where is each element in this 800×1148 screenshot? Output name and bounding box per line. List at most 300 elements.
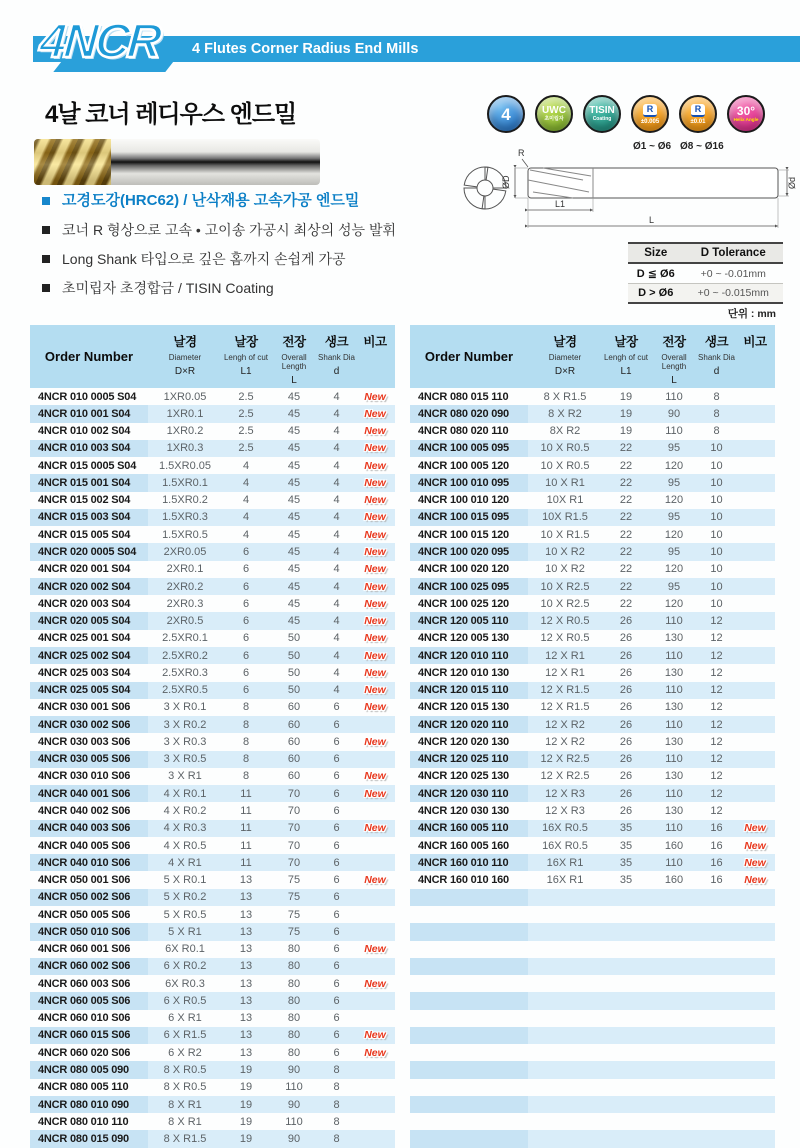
diameter-cell: 2XR0.1 <box>166 563 204 576</box>
shank-dia-cell: 8 <box>333 1098 340 1111</box>
shank-dia-cell: 12 <box>710 666 723 679</box>
overall-length-cell: 60 <box>287 701 301 714</box>
length-of-cut-cell: 22 <box>619 442 633 455</box>
length-of-cut-cell: 8 <box>242 718 250 731</box>
spec-row <box>410 388 775 405</box>
new-badge: New <box>364 1046 386 1059</box>
spec-row <box>410 405 775 422</box>
spec-row <box>410 457 775 474</box>
diameter-cell: 12 X R1.5 <box>540 684 590 697</box>
length-of-cut-cell: 26 <box>619 666 633 679</box>
spec-row <box>410 647 775 664</box>
length-of-cut-cell: 22 <box>619 580 633 593</box>
new-badge <box>735 561 775 578</box>
shank-dia-cell: 6 <box>333 1012 340 1025</box>
new-badge: New <box>364 822 386 835</box>
order-number-cell: 4NCR 100 020 120 <box>418 563 509 576</box>
diameter-cell: 12 X R2.5 <box>540 770 590 783</box>
length-of-cut-cell: 22 <box>619 459 633 472</box>
spec-row <box>410 440 775 457</box>
order-number-cell <box>410 906 528 923</box>
order-number-cell <box>410 1130 528 1147</box>
new-badge <box>355 802 395 819</box>
overall-length-cell: 75 <box>287 925 301 938</box>
shank-dia-cell: 10 <box>710 580 723 593</box>
new-badge: New <box>744 874 766 887</box>
diameter-cell <box>528 1079 602 1096</box>
spec-table-body <box>410 388 775 1148</box>
order-number-cell: 4NCR 080 015 090 <box>30 1130 148 1147</box>
diameter-cell: 10 X R2 <box>545 563 585 576</box>
new-badge <box>735 492 775 509</box>
new-badge <box>355 906 395 923</box>
overall-length-cell <box>650 992 698 1009</box>
order-number-cell: 4NCR 120 015 110 <box>410 682 528 699</box>
shank-dia-cell: 6 <box>333 701 340 714</box>
order-number-cell: 4NCR 160 005 110 <box>410 820 528 837</box>
coating-badge <box>583 95 621 133</box>
radius-tolerance-small-value: ±0.005 <box>640 118 660 125</box>
spec-row <box>30 768 395 785</box>
diameter-cell: 1.5XR0.1 <box>162 476 208 489</box>
new-badge <box>735 682 775 699</box>
diameter-cell: 4 X R1 <box>168 856 202 869</box>
feature-item <box>40 250 480 268</box>
column-header-diameter: 날경 Diameter D×R <box>168 335 202 377</box>
order-number-cell: 4NCR 030 010 S06 <box>38 770 131 783</box>
overall-length-cell: 110 <box>665 718 683 731</box>
order-number-cell: 4NCR 080 005 090 <box>30 1061 148 1078</box>
shank-dia-cell: 16 <box>710 874 723 887</box>
diameter-cell: 6 X R2 <box>168 1046 202 1059</box>
length-of-cut-cell: 26 <box>619 735 633 748</box>
new-badge <box>355 1061 395 1078</box>
diameter-cell <box>528 1113 602 1130</box>
order-number-cell <box>410 1044 528 1061</box>
new-badge <box>735 595 775 612</box>
flutes-count-label: 4 <box>501 104 511 124</box>
shank-dia-cell: 10 <box>710 511 723 524</box>
shank-dia-cell <box>698 1113 735 1130</box>
length-of-cut-cell: 22 <box>619 546 633 559</box>
column-header-remarks: 비고 <box>363 335 387 349</box>
shank-dia-cell: 12 <box>710 649 723 662</box>
length-of-cut-cell <box>602 889 650 906</box>
diameter-cell: 8 X R1.5 <box>163 1133 207 1146</box>
length-of-cut-cell <box>602 1044 650 1061</box>
overall-length-cell: 70 <box>287 839 301 852</box>
spec-row <box>30 837 395 854</box>
order-number-cell: 4NCR 040 005 S06 <box>38 839 131 852</box>
diameter-cell <box>528 992 602 1009</box>
length-of-cut-cell <box>602 975 650 992</box>
tolerance-table <box>628 242 783 304</box>
overall-length-cell <box>650 1061 698 1078</box>
order-number-cell: 4NCR 030 001 S06 <box>38 701 131 714</box>
spec-row <box>30 906 395 923</box>
new-badge <box>735 923 775 940</box>
diameter-cell: 12 X R2 <box>545 718 585 731</box>
shank-dia-cell: 8 <box>333 1063 340 1076</box>
order-number-cell: 4NCR 015 001 S04 <box>30 474 148 491</box>
diameter-cell: 1XR0.2 <box>166 425 204 438</box>
length-of-cut-cell: 4 <box>242 511 250 524</box>
new-badge <box>735 405 775 422</box>
shank-dia-cell <box>698 1096 735 1113</box>
order-number-cell: 4NCR 015 003 S04 <box>30 509 148 526</box>
spec-row <box>30 526 395 543</box>
diameter-cell: 2XR0.3 <box>166 597 204 610</box>
unit-note: 단위 : mm <box>727 308 776 320</box>
diameter-cell: 6 X R1 <box>168 1012 202 1025</box>
order-number-cell: 4NCR 080 010 110 <box>38 1115 129 1128</box>
shank-dia-cell: 12 <box>710 753 723 766</box>
length-of-cut-cell: 8 <box>242 770 250 783</box>
overall-length-cell: 75 <box>287 874 301 887</box>
shank-dia-cell: 4 <box>333 597 340 610</box>
shank-dia-cell: 4 <box>333 632 340 645</box>
length-of-cut-cell: 8 <box>242 701 250 714</box>
length-of-cut-cell: 26 <box>619 649 633 662</box>
radius-tolerance-badge-large <box>679 95 717 133</box>
tolerance-row <box>628 263 783 284</box>
spec-row <box>30 1079 395 1096</box>
shank-dia-cell: 12 <box>710 770 723 783</box>
order-number-cell: 4NCR 100 025 095 <box>410 578 528 595</box>
length-of-cut-cell: 11 <box>240 839 252 852</box>
spec-row <box>30 923 395 940</box>
shank-dia-cell <box>698 958 735 975</box>
order-number-cell: 4NCR 120 025 130 <box>418 770 509 783</box>
new-badge <box>735 509 775 526</box>
diameter-cell: 8 X R1 <box>168 1098 202 1111</box>
shank-dia-cell: 4 <box>333 563 340 576</box>
new-badge <box>735 474 775 491</box>
spec-row <box>30 492 395 509</box>
new-badge <box>355 751 395 768</box>
new-badge: New <box>364 615 386 628</box>
shank-dia-cell <box>698 941 735 958</box>
new-badge <box>355 1096 395 1113</box>
spec-row <box>410 630 775 647</box>
spec-row <box>410 716 775 733</box>
shank-dia-cell: 6 <box>333 839 340 852</box>
new-badge <box>735 802 775 819</box>
length-of-cut-cell <box>602 1130 650 1147</box>
overall-length-cell: 130 <box>664 701 684 714</box>
diameter-cell: 3 X R0.5 <box>163 753 207 766</box>
diameter-cell: 8 X R2 <box>548 407 582 420</box>
shank-dia-cell: 6 <box>333 943 340 956</box>
new-badge: New <box>364 735 386 748</box>
overall-length-cell: 130 <box>664 735 684 748</box>
new-badge <box>355 1010 395 1027</box>
overall-length-cell: 110 <box>665 649 683 662</box>
length-of-cut-cell <box>602 1096 650 1113</box>
diameter-cell <box>528 889 602 906</box>
order-number-cell: 4NCR 060 002 S06 <box>30 958 148 975</box>
shank-dia-cell: 10 <box>710 476 723 489</box>
diameter-cell: 12 X R3 <box>545 787 585 800</box>
spec-row-empty <box>410 906 775 923</box>
length-of-cut-cell <box>602 923 650 940</box>
shank-dia-cell <box>698 889 735 906</box>
spec-row <box>410 733 775 750</box>
diameter-cell: 16X R1 <box>546 874 584 887</box>
diameter-cell: 2.5XR0.5 <box>162 684 208 697</box>
overall-length-cell <box>650 889 698 906</box>
diameter-cell: 12 X R1.5 <box>540 701 590 714</box>
spec-row <box>30 1044 395 1061</box>
length-of-cut-cell: 26 <box>619 753 633 766</box>
length-of-cut-cell: 13 <box>239 925 253 938</box>
shank-dia-cell <box>698 975 735 992</box>
order-number-cell: 4NCR 060 005 S06 <box>30 992 148 1009</box>
spec-row <box>30 1113 395 1130</box>
new-badge: New <box>364 546 386 559</box>
spec-row <box>410 543 775 560</box>
overall-length-cell: 120 <box>664 528 684 541</box>
shank-dia-cell <box>698 1044 735 1061</box>
spec-table-right <box>410 325 775 1148</box>
shank-dia-cell: 8 <box>713 407 720 420</box>
tolerance-size: D ≦ Ø6 <box>628 263 684 284</box>
overall-length-cell: 45 <box>287 580 301 593</box>
new-badge <box>735 526 775 543</box>
length-of-cut-cell: 13 <box>239 908 253 921</box>
length-of-cut-cell: 26 <box>619 805 633 817</box>
length-of-cut-cell: 19 <box>619 407 633 420</box>
shank-dia-cell: 8 <box>333 1115 340 1128</box>
diameter-cell: 3 X R0.3 <box>163 735 207 748</box>
new-badge <box>735 647 775 664</box>
spec-row <box>30 1027 395 1044</box>
endmill-photo-shank <box>111 139 320 185</box>
shank-dia-cell: 16 <box>710 856 723 869</box>
length-of-cut-cell: 2.5 <box>238 442 254 455</box>
bullet-marker <box>42 197 50 205</box>
length-of-cut-cell: 4 <box>242 459 250 472</box>
new-badge <box>735 1010 775 1027</box>
feature-text: Long Shank 타입으로 깊은 홈까지 손쉽게 가공 <box>62 251 346 267</box>
new-badge <box>735 543 775 560</box>
shank-dia-cell: 12 <box>710 615 723 628</box>
order-number-cell: 4NCR 080 010 090 <box>30 1096 148 1113</box>
order-number-cell: 4NCR 060 001 S06 <box>38 943 131 956</box>
new-badge <box>735 1130 775 1147</box>
shank-dia-cell: 4 <box>333 546 340 559</box>
diameter-cell: 1.5XR0.3 <box>162 511 208 524</box>
order-number-cell <box>410 1113 528 1130</box>
length-of-cut-cell: 19 <box>239 1115 253 1128</box>
endmill-photo-flutes <box>34 139 111 185</box>
bullet-marker <box>42 226 50 234</box>
shank-dia-cell: 6 <box>333 891 340 904</box>
spec-row <box>30 630 395 647</box>
diameter-cell: 10 X R1.5 <box>540 528 590 541</box>
new-badge <box>355 1079 395 1096</box>
dim-label-r: R <box>518 148 525 158</box>
spec-row <box>30 647 395 664</box>
overall-length-cell <box>650 1010 698 1027</box>
shank-dia-cell: 6 <box>333 925 340 938</box>
length-of-cut-cell: 26 <box>619 701 633 714</box>
shank-dia-cell: 6 <box>333 805 340 817</box>
overall-length-cell: 45 <box>287 425 301 438</box>
shank-dia-cell: 12 <box>710 684 723 697</box>
new-badge <box>355 1130 395 1147</box>
diameter-cell: 2XR0.5 <box>166 615 204 628</box>
order-number-cell <box>410 941 528 958</box>
order-number-cell: 4NCR 120 010 130 <box>418 666 509 679</box>
length-of-cut-cell: 35 <box>619 839 633 852</box>
tolerance-header-size: Size <box>628 243 684 263</box>
spec-row <box>410 837 775 854</box>
order-number-cell <box>410 1010 528 1027</box>
diameter-cell: 6 X R0.2 <box>163 960 207 973</box>
overall-length-cell: 130 <box>664 666 684 679</box>
diameter-cell: 2.5XR0.1 <box>162 632 208 645</box>
spec-badges <box>487 95 765 133</box>
length-of-cut-cell: 26 <box>619 718 633 731</box>
diameter-cell: 6X R0.3 <box>165 977 205 990</box>
length-of-cut-cell: 22 <box>619 597 633 610</box>
feature-text: 초미립자 초경합금 / TISIN Coating <box>62 280 274 296</box>
length-of-cut-cell <box>602 1113 650 1130</box>
diameter-cell: 12 X R0.5 <box>540 615 590 628</box>
overall-length-cell: 95 <box>667 546 681 559</box>
shank-dia-cell: 10 <box>710 563 723 576</box>
spec-row <box>30 802 395 819</box>
spec-row <box>30 889 395 906</box>
length-of-cut-cell: 2.5 <box>238 425 254 438</box>
length-of-cut-cell: 22 <box>619 494 633 507</box>
diameter-cell: 10 X R0.5 <box>540 459 590 472</box>
overall-length-cell: 45 <box>287 528 301 541</box>
spec-row <box>30 509 395 526</box>
new-badge <box>735 733 775 750</box>
overall-length-cell: 50 <box>287 632 301 645</box>
order-number-cell: 4NCR 050 001 S06 <box>38 874 131 887</box>
new-badge: New <box>364 442 386 455</box>
order-number-cell: 4NCR 020 003 S04 <box>38 597 131 610</box>
overall-length-cell: 45 <box>287 390 301 403</box>
order-number-cell: 4NCR 120 030 130 <box>418 805 509 817</box>
overall-length-cell: 50 <box>287 666 301 679</box>
overall-length-cell: 50 <box>287 684 301 697</box>
spec-row <box>30 975 395 992</box>
new-badge <box>735 975 775 992</box>
spec-row <box>30 785 395 802</box>
feature-list <box>40 192 480 308</box>
shank-dia-cell: 4 <box>333 666 340 679</box>
spec-row <box>30 992 395 1009</box>
overall-length-cell: 160 <box>664 839 684 852</box>
shank-dia-cell: 12 <box>710 632 723 645</box>
new-badge <box>735 1096 775 1113</box>
overall-length-cell: 110 <box>665 822 683 835</box>
order-number-cell: 4NCR 120 025 110 <box>410 751 528 768</box>
diameter-cell <box>528 906 602 923</box>
new-badge: New <box>744 822 766 835</box>
length-of-cut-cell: 11 <box>240 787 252 800</box>
order-number-cell: 4NCR 100 015 095 <box>410 509 528 526</box>
flutes-count-badge <box>487 95 525 133</box>
order-number-cell: 4NCR 120 030 110 <box>410 785 528 802</box>
column-header-length-of-cut: 날장 Lengh of cut L1 <box>223 335 269 377</box>
diameter-cell <box>528 1010 602 1027</box>
spec-row <box>410 526 775 543</box>
spec-row <box>30 612 395 629</box>
overall-length-cell: 80 <box>287 1029 301 1042</box>
overall-length-cell: 110 <box>665 615 683 628</box>
diameter-cell: 10X R1.5 <box>542 511 588 524</box>
spec-row <box>410 612 775 629</box>
new-badge: New <box>364 874 386 887</box>
diameter-cell: 12 X R2.5 <box>540 753 590 766</box>
diameter-cell: 6 X R1.5 <box>163 1029 207 1042</box>
shank-dia-cell: 4 <box>333 615 340 628</box>
overall-length-cell: 95 <box>667 476 681 489</box>
length-of-cut-cell: 22 <box>619 511 633 524</box>
order-number-cell <box>410 1027 528 1044</box>
shank-dia-cell: 6 <box>333 874 340 887</box>
length-of-cut-cell: 6 <box>242 649 250 662</box>
spec-row <box>410 595 775 612</box>
endmill-photo <box>34 139 320 185</box>
diameter-cell <box>528 958 602 975</box>
length-of-cut-cell <box>602 1079 650 1096</box>
order-number-cell: 4NCR 050 010 S06 <box>30 923 148 940</box>
order-number-cell <box>410 1061 528 1078</box>
spec-row <box>410 682 775 699</box>
spec-row <box>30 457 395 474</box>
order-number-cell <box>410 992 528 1009</box>
overall-length-cell: 120 <box>664 494 684 507</box>
order-number-cell <box>410 889 528 906</box>
overall-length-cell: 110 <box>665 425 683 438</box>
spec-row <box>410 474 775 491</box>
new-badge <box>735 941 775 958</box>
overall-length-cell: 70 <box>287 856 301 869</box>
new-badge: New <box>364 977 386 990</box>
length-of-cut-cell: 4 <box>242 528 250 541</box>
order-number-cell: 4NCR 100 010 120 <box>418 494 509 507</box>
new-badge <box>355 889 395 906</box>
new-badge <box>355 854 395 871</box>
new-badge: New <box>364 407 386 420</box>
feature-text: 코너 R 형상으로 고속 • 고이송 가공시 최상의 성능 발휘 <box>62 222 397 238</box>
spec-row <box>410 820 775 837</box>
spec-row <box>30 474 395 491</box>
shank-dia-cell: 6 <box>333 1029 340 1042</box>
length-of-cut-cell: 6 <box>242 615 250 628</box>
length-of-cut-cell: 4 <box>242 494 250 507</box>
feature-item <box>40 221 480 239</box>
new-badge: New <box>364 580 386 593</box>
shank-dia-cell: 8 <box>713 425 720 438</box>
column-header-diameter: 날경 Diameter D×R <box>548 335 582 377</box>
diameter-cell: 5 X R0.5 <box>163 908 207 921</box>
shank-dia-cell <box>698 923 735 940</box>
new-badge: New <box>364 511 386 524</box>
diameter-cell: 4 X R0.2 <box>163 805 207 817</box>
spec-row <box>410 854 775 871</box>
order-number-cell: 4NCR 160 010 110 <box>410 854 528 871</box>
diameter-cell: 4 X R0.1 <box>163 787 207 800</box>
diameter-cell: 1.5XR0.5 <box>162 528 208 541</box>
diameter-cell: 1.5XR0.05 <box>159 459 211 472</box>
